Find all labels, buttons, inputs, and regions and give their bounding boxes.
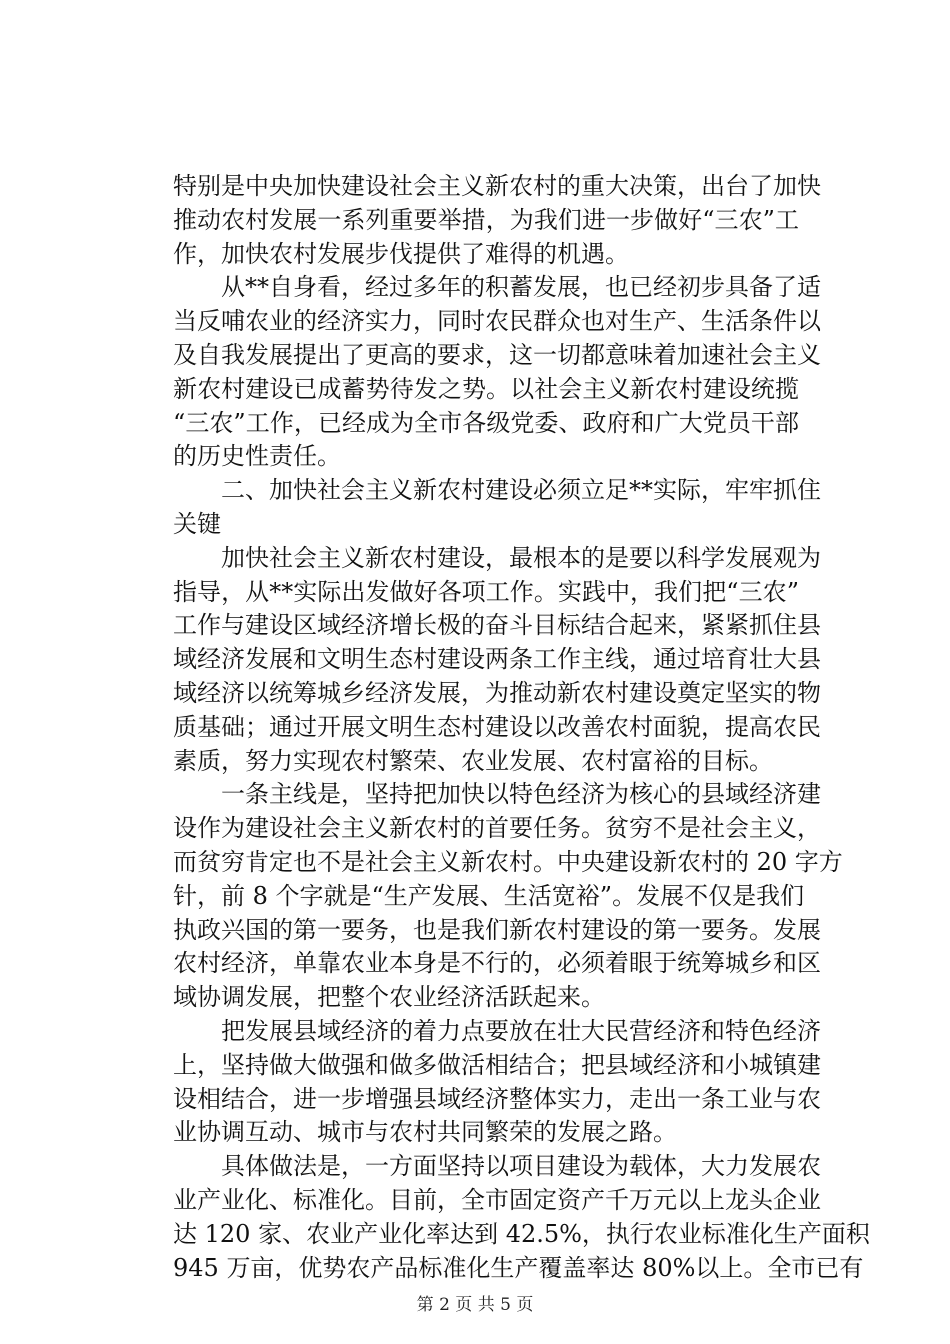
- text-line: “三农”工作，已经成为全市各级党委、政府和广大党员干部: [173, 408, 799, 437]
- text-line: 关键: [173, 509, 221, 538]
- text-line: 上，坚持做大做强和做多做活相结合；把县域经济和小城镇建: [173, 1050, 821, 1079]
- text-line: 执政兴国的第一要务，也是我们新农村建设的第一要务。发展: [173, 915, 821, 944]
- text-line: 推动农村发展一系列重要举措，为我们进一步做好“三农”工: [173, 205, 799, 234]
- text-line: 一条主线是，坚持把加快以特色经济为核心的县域经济建: [173, 780, 821, 809]
- text-line: 针，前 8 个字就是“生产发展、生活宽裕”。发展不仅是我们: [173, 881, 805, 910]
- text-line: 新农村建设已成蓄势待发之势。以社会主义新农村建设统揽: [173, 374, 799, 403]
- text-line: 业产业化、标准化。目前，全市固定资产千万元以上龙头企业: [173, 1185, 821, 1214]
- text-line: 农村经济，单靠农业本身是不行的，必须着眼于统筹城乡和区: [173, 949, 821, 978]
- text-line: 质基础；通过开展文明生态村建设以改善农村面貌，提高农民: [173, 712, 821, 741]
- text-line: 当反哺农业的经济实力，同时农民群众也对生产、生活条件以: [173, 307, 821, 336]
- text-line: 945 万亩，优势农产品标准化生产覆盖率达 80%以上。全市已有: [173, 1253, 864, 1282]
- text-line: 域经济发展和文明生态村建设两条工作主线，通过培育壮大县: [173, 645, 821, 674]
- text-line: 从**自身看，经过多年的积蓄发展，也已经初步具备了适: [173, 273, 821, 302]
- text-line: 达 120 家、农业产业化率达到 42.5%，执行农业标准化生产面积: [173, 1219, 870, 1248]
- text-line: 而贫穷肯定也不是社会主义新农村。中央建设新农村的 20 字方: [173, 847, 843, 876]
- text-line: 设相结合，进一步增强县域经济整体实力，走出一条工业与农: [173, 1084, 821, 1113]
- text-line: 把发展县域经济的着力点要放在壮大民营经济和特色经济: [173, 1016, 821, 1045]
- text-line: 指导，从**实际出发做好各项工作。实践中，我们把“三农”: [173, 577, 799, 606]
- text-line: 作，加快农村发展步伐提供了难得的机遇。: [173, 239, 629, 268]
- text-line: 的历史性责任。: [173, 442, 341, 471]
- text-line: 工作与建设区域经济增长极的奋斗目标结合起来，紧紧抓住县: [173, 611, 821, 640]
- text-line: 特别是中央加快建设社会主义新农村的重大决策，出台了加快: [173, 172, 821, 200]
- page-footer: 第 2 页 共 5 页: [416, 1295, 534, 1315]
- text-line: 设作为建设社会主义新农村的首要任务。贫穷不是社会主义，: [173, 814, 821, 843]
- text-line: 具体做法是，一方面坚持以项目建设为载体，大力发展农: [173, 1152, 821, 1181]
- text-line: 域协调发展，把整个农业经济活跃起来。: [173, 983, 605, 1012]
- text-line: 域经济以统筹城乡经济发展，为推动新农村建设奠定坚实的物: [173, 678, 821, 707]
- text-line: 及自我发展提出了更高的要求，这一切都意味着加速社会主义: [173, 340, 821, 369]
- text-line: 加快社会主义新农村建设，最根本的是要以科学发展观为: [173, 543, 821, 572]
- text-line: 二、加快社会主义新农村建设必须立足**实际，牢牢抓住: [173, 476, 821, 505]
- text-line: 业协调互动、城市与农村共同繁荣的发展之路。: [173, 1118, 677, 1147]
- document-body: [173, 170, 870, 1285]
- text-line: 素质，努力实现农村繁荣、农业发展、农村富裕的目标。: [173, 746, 773, 775]
